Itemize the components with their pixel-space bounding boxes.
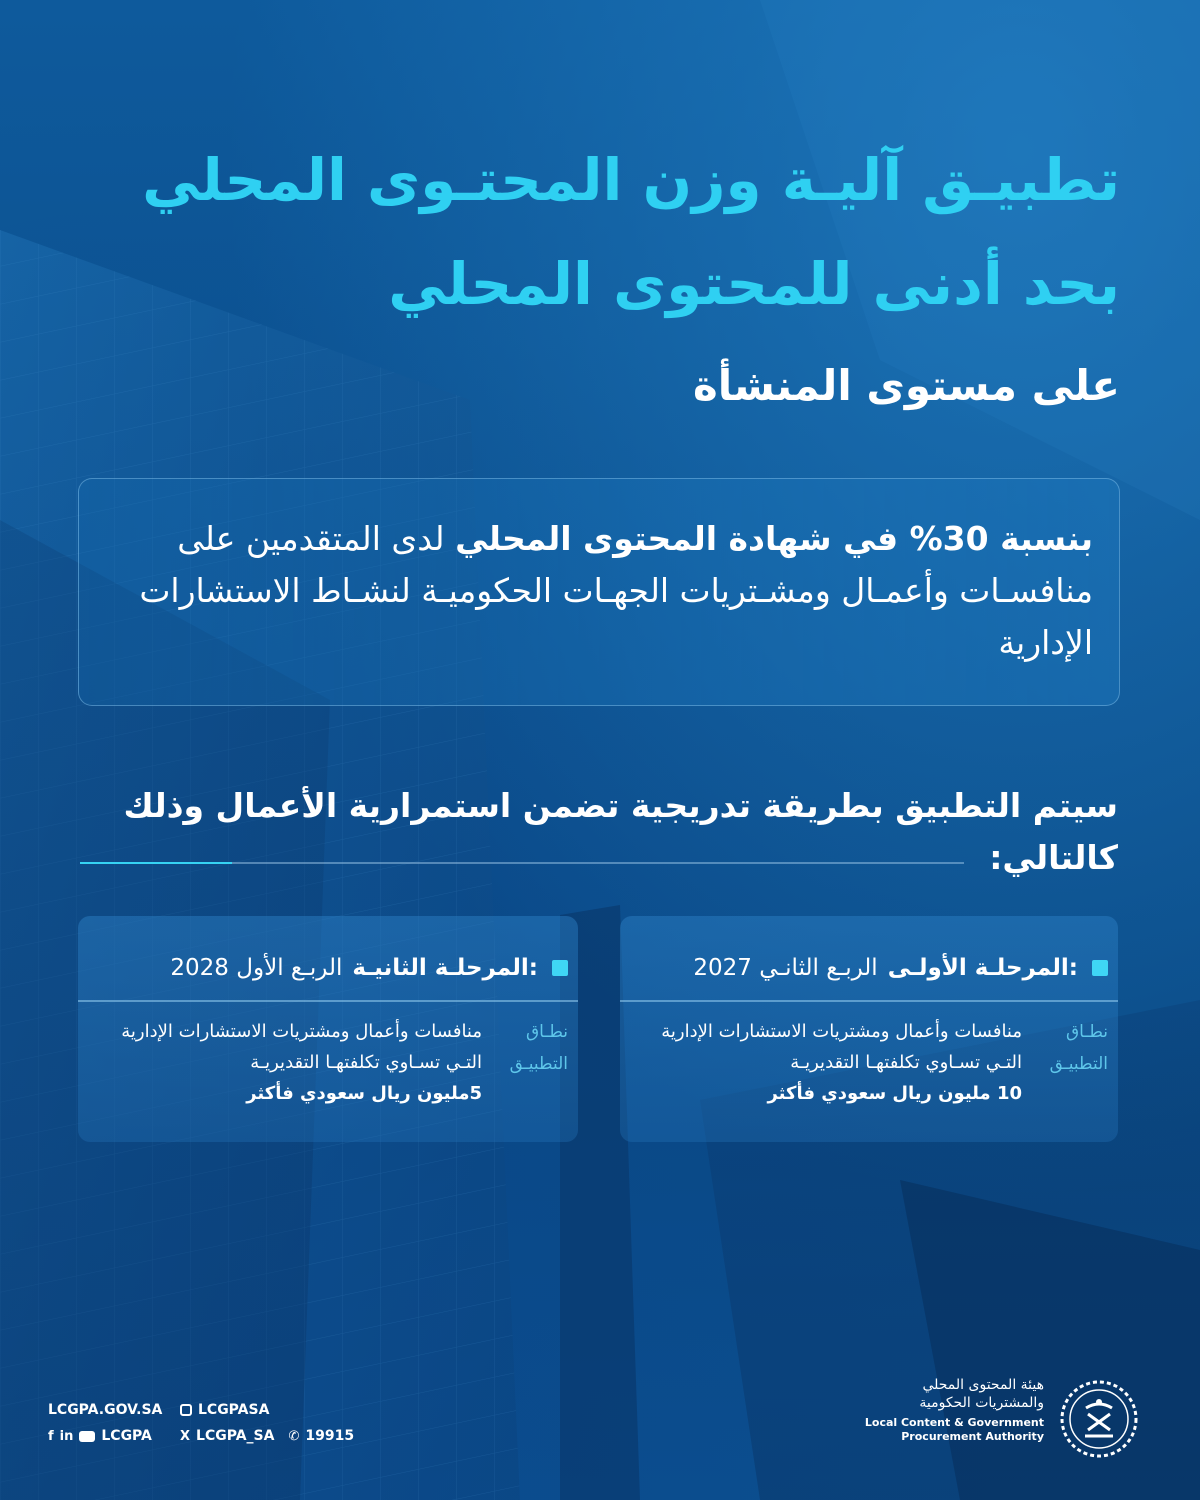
scope-label-line-2: التطبيـق [509, 1054, 568, 1074]
logo-en-line-2: Procurement Authority [901, 1430, 1044, 1443]
logo-ar-line-1: هيئة المحتوى المحلي [922, 1377, 1044, 1393]
subtitle: على مستوى المنشأة [692, 361, 1120, 410]
facebook-icon: f [48, 1428, 54, 1444]
title-line-1: تطبيـق آليـة وزن المحتـوى المحلي [142, 146, 1120, 214]
scope-label [1032, 1016, 1108, 1080]
phone-number[interactable]: 19915 [305, 1428, 355, 1444]
scope-label [492, 1016, 568, 1080]
card-divider [620, 1000, 1118, 1002]
instagram-icon [180, 1404, 192, 1416]
highlight-rest: لدى المتقدمين على منافسـات وأعمـال ومشـتريات الجهـات الحكوميـة لنشـاط الاستشارات الإدارية [139, 519, 1093, 662]
phase-card-header [630, 946, 1108, 990]
social-handle[interactable]: LCGPA [101, 1428, 152, 1444]
scope-label-line-2: التطبيـق [1049, 1054, 1108, 1074]
scope-text [82, 1016, 482, 1109]
footer-contacts [48, 1398, 378, 1450]
highlight-box [78, 478, 1120, 706]
phase-card-header [88, 946, 568, 990]
phone-icon: ✆ [288, 1428, 300, 1444]
instagram-handle[interactable]: LCGPASA [198, 1402, 270, 1418]
logo-english-name [844, 1416, 1044, 1444]
title-line-2: بحد أدنى للمحتوى المحلي [388, 250, 1120, 318]
square-bullet-icon [1092, 960, 1108, 976]
phase-intro: سيتم التطبيق بطريقة تدريجية تضمن استمرارية الأعمال وذلك كالتالي: [123, 786, 1118, 877]
scope-description: منافسات وأعمال ومشتريات الاستشارات الإدارية التـي تسـاوي تكلفتهـا التقديريـة [121, 1021, 482, 1073]
phase-time: الربـع الأول 2028 [170, 955, 343, 981]
scope-description: منافسات وأعمال ومشتريات الاستشارات الإدارية التـي تسـاوي تكلفتهـا التقديريـة [661, 1021, 1022, 1073]
phase-time: الربـع الثانـي 2027 [693, 955, 878, 981]
scope-text [622, 1016, 1022, 1109]
website-link[interactable]: LCGPA.GOV.SA [48, 1402, 163, 1418]
x-handle[interactable]: LCGPA_SA [196, 1428, 275, 1444]
x-icon: X [180, 1428, 191, 1444]
scope-amount: 10 مليون ريال سعودي فأكثر [767, 1083, 1022, 1104]
scope-label-line-1: نطـاق [1065, 1022, 1108, 1042]
logo-ar-line-2: والمشتريات الحكومية [919, 1395, 1044, 1411]
phase-name: المرحلـة الأولـى: [887, 955, 1078, 981]
logo-arabic-name [854, 1376, 1044, 1412]
authority-seal-icon [1058, 1378, 1140, 1460]
authority-logo [860, 1376, 1140, 1466]
scope-amount: 5مليون ريال سعودي فأكثر [246, 1083, 482, 1104]
phase-card-2 [78, 916, 578, 1142]
divider [80, 862, 964, 864]
logo-en-line-1: Local Content & Government [864, 1416, 1044, 1429]
square-bullet-icon [552, 960, 568, 976]
highlight-bold: بنسبة 30% في شهادة المحتوى المحلي [455, 519, 1093, 558]
page-title [80, 128, 1120, 336]
linkedin-icon: in [59, 1428, 74, 1444]
scope-label-line-1: نطـاق [525, 1022, 568, 1042]
youtube-icon [79, 1431, 95, 1442]
card-divider [78, 1000, 578, 1002]
phase-card-1 [620, 916, 1118, 1142]
phase-name: المرحلـة الثانيـة: [352, 955, 538, 981]
highlight-text [105, 513, 1093, 669]
